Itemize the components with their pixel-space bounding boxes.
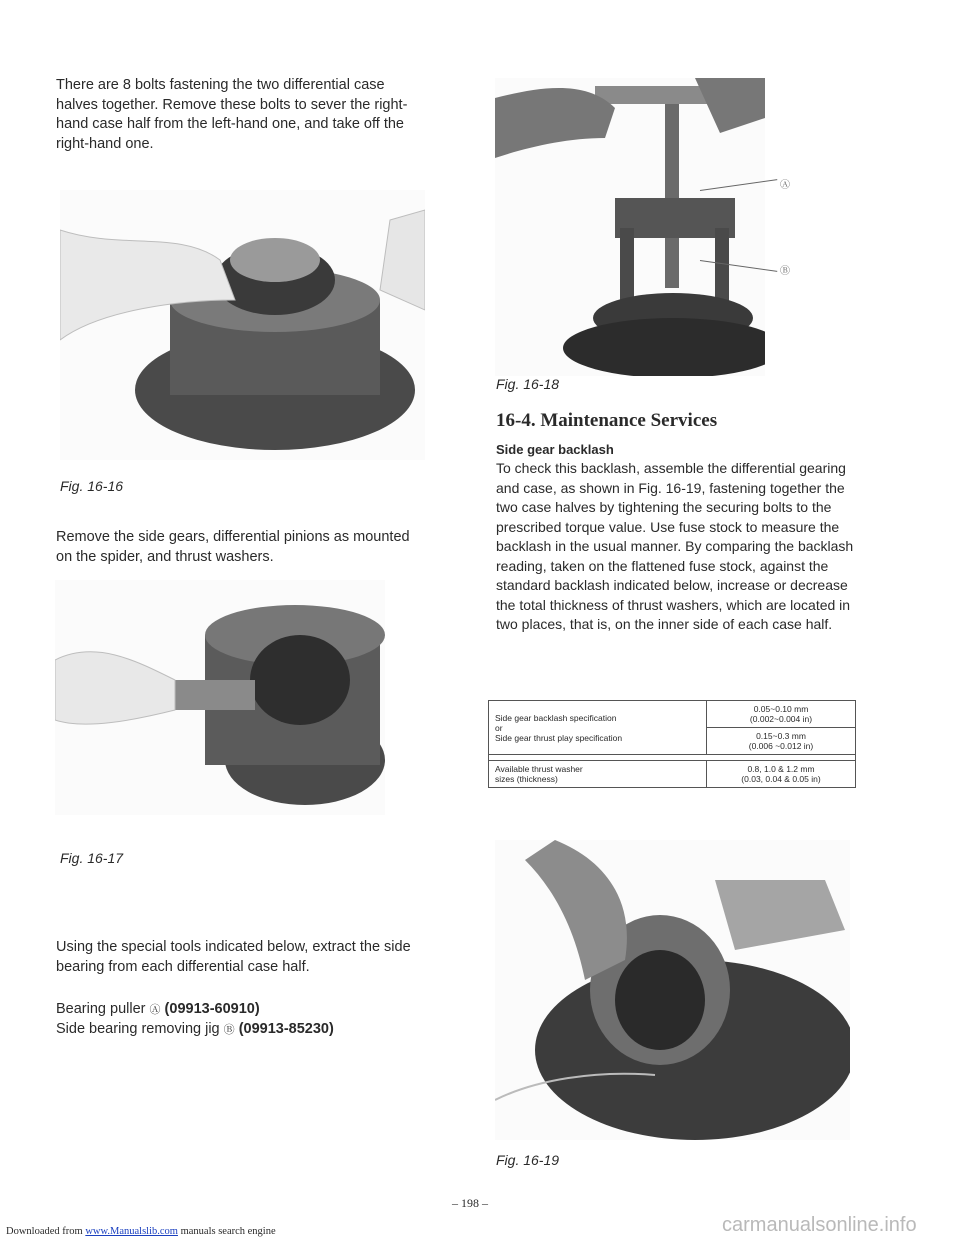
remove-gears-paragraph: Remove the side gears, differential pinions as mounted on the spider, and thrust washers. (56, 529, 410, 565)
spec-washer-value (707, 761, 856, 788)
spec-washer-mm: 0.8, 1.0 & 1.2 mm (747, 764, 815, 774)
site-watermark: carmanualsonline.info (722, 1214, 917, 1236)
side-gears-photo (55, 580, 385, 815)
page-number: – 198 – (452, 1196, 488, 1210)
fig-16-18-caption: Fig. 16-18 (496, 376, 560, 392)
fig-16-19-caption: Fig. 16-19 (496, 1152, 560, 1168)
differential-case-photo (60, 190, 425, 460)
tool-bearing-puller (56, 1000, 426, 1021)
bearing-puller-photo (495, 78, 765, 376)
side-gears-illustration (55, 580, 385, 815)
tool-bearing-puller-label: Bearing puller (56, 1001, 146, 1017)
tool-b-marker: Ⓑ (223, 1024, 235, 1036)
spec-backlash-value (707, 701, 856, 728)
backlash-check-photo (495, 840, 850, 1140)
spec-backlash-in: (0.002~0.004 in) (749, 714, 813, 724)
section-title: 16-4. Maintenance Services (496, 410, 718, 431)
spec-washer-in: (0.03, 0.04 & 0.05 in) (741, 774, 821, 784)
spec-backlash-mm: 0.05~0.10 mm (753, 704, 809, 714)
spec-label-backlash: Side gear backlash specification (495, 712, 617, 723)
footer-suffix: manuals search engine (177, 1226, 276, 1237)
tool-side-bearing-jig-code: (09913-85230) (238, 1021, 334, 1037)
download-footer (6, 1226, 276, 1237)
spec-backlash-label (489, 701, 707, 755)
footer-prefix: Downloaded from (6, 1226, 86, 1237)
spec-row-washer-sizes (489, 761, 856, 788)
special-tools-paragraph: Using the special tools indicated below, extract the side bearing from each differential case half. (56, 939, 411, 975)
bearing-puller-illustration (495, 78, 765, 376)
differential-case-illustration (60, 190, 425, 460)
fig-16-16-caption: Fig. 16-16 (60, 478, 124, 494)
fig-16-17-caption: Fig. 16-17 (60, 850, 124, 866)
tool-side-bearing-jig-label: Side bearing removing jig (56, 1021, 220, 1037)
side-gear-backlash-heading: Side gear backlash (496, 442, 614, 457)
backlash-paragraph: To check this backlash, assemble the differential gearing and case, as shown in Fig. 16-19, fastening together the two case halves by tightening the securing bolts to the prescribed torque value. Use fuse stock to measure the backlash in the usual manner. By comparing the backlash reading, taken on the flattened fuse stock, against the standard backlash indicated below, increase or decrease the total thickness of thrust washers, which are located in two places, that is, on the inner side of each case half. (496, 460, 854, 632)
callout-a-label: Ⓐ (780, 180, 790, 191)
spec-thrust-play-in: (0.006 ~0.012 in) (748, 741, 814, 751)
spec-label-or: or (495, 722, 503, 733)
spec-washer-label-b: sizes (thickness) (495, 774, 558, 784)
backlash-spec-table (488, 700, 856, 788)
spec-thrust-play-value (707, 728, 856, 755)
intro-paragraph: There are 8 bolts fastening the two differential case halves together. Remove these bolts to sever the right-hand case half from the left-hand one, and take off the right-hand one. (56, 77, 408, 152)
callout-b-label: Ⓑ (780, 266, 790, 277)
spec-washer-label-a: Available thrust washer (495, 764, 583, 774)
spec-thrust-play-mm: 0.15~0.3 mm (756, 731, 806, 741)
tool-side-bearing-jig (56, 1020, 426, 1041)
spec-row-backlash (489, 701, 856, 728)
spec-washer-label (489, 761, 707, 788)
manualslib-link[interactable]: www.Manualslib.com (85, 1226, 178, 1237)
backlash-check-illustration (495, 840, 850, 1140)
spec-label-thrust-play: Side gear thrust play specification (495, 732, 623, 743)
tool-a-marker: Ⓐ (149, 1004, 161, 1016)
tool-bearing-puller-code: (09913-60910) (164, 1001, 260, 1017)
